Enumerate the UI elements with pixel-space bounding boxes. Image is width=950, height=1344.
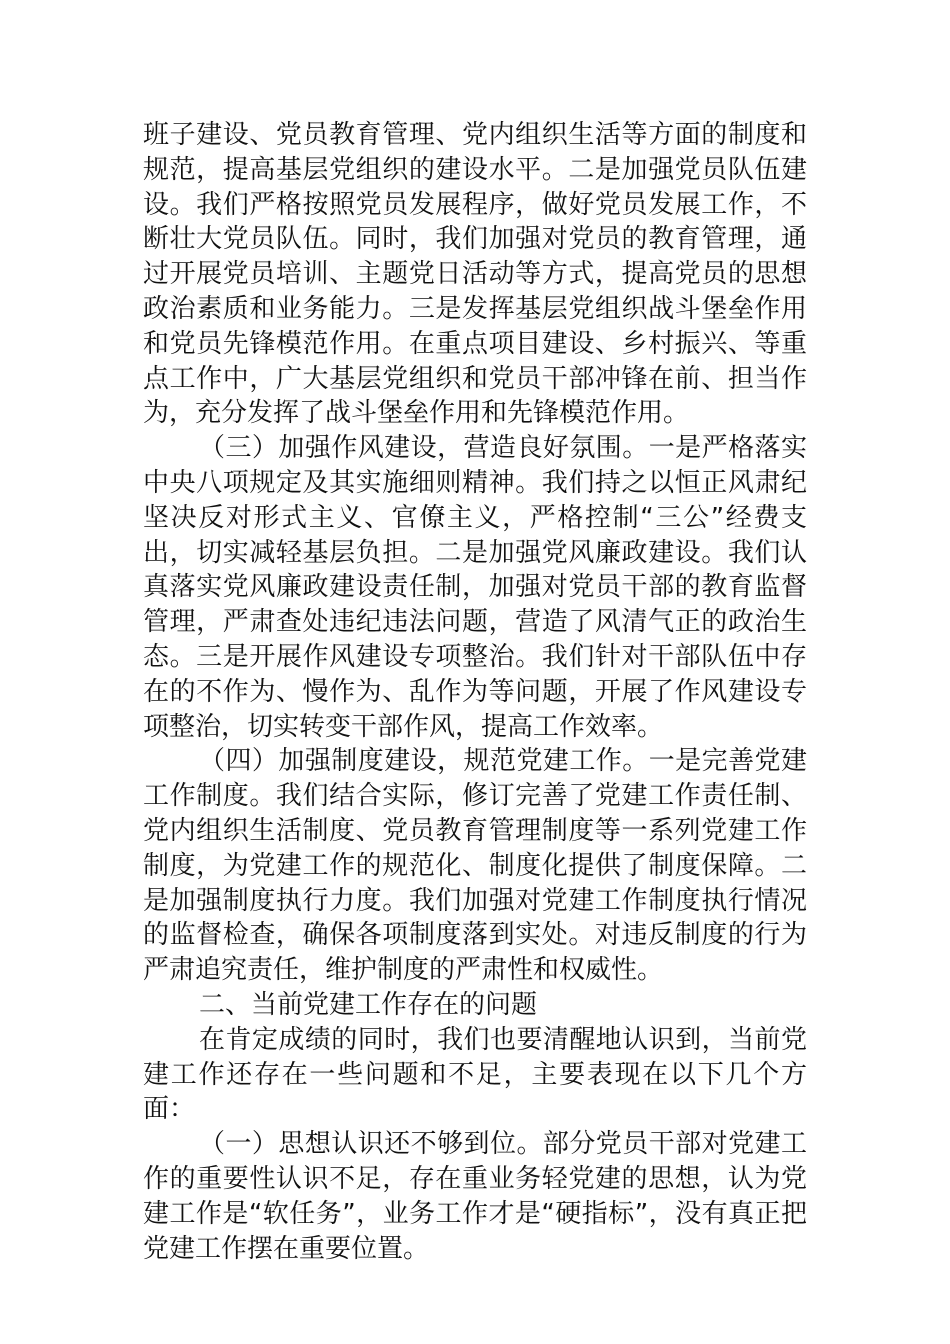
document-body: [143, 118, 807, 1266]
section-heading-problems: 二、当前党建工作存在的问题: [199, 989, 538, 1020]
paragraph-section-3: （三）加强作风建设，营造良好氛围。一是严格落实中央八项规定及其实施细则精神。我们持之以恒正风肃纪坚决反对形式主义、官僚主义，严格控制“三公”经费支出，切实减轻基层负担。二是加强党风廉政建设。我们认真落实党风廉政建设责任制，加强对党员干部的教育监督管理，严肃查处违纪违法问题，营造了风清气正的政治生态。三是开展作风建设专项整治。我们针对干部队伍中存在的不作为、慢作为、乱作为等问题，开展了作风建设专项整治，切实转变干部作风，提高工作效率。: [143, 433, 807, 742]
paragraph-section-4: （四）加强制度建设，规范党建工作。一是完善党建工作制度。我们结合实际，修订完善了党建工作责任制、党内组织生活制度、党员教育管理制度等一系列党建工作制度，为党建工作的规范化、制度化提供了制度保障。二是加强制度执行力度。我们加强对党建工作制度执行情况的监督检查，确保各项制度落到实处。对违反制度的行为严肃追究责任，维护制度的严肃性和权威性。: [143, 746, 807, 986]
paragraph-continuation: 班子建设、党员教育管理、党内组织生活等方面的制度和规范，提高基层党组织的建设水平。二是加强党员队伍建设。我们严格按照党员发展程序，做好党员发展工作，不断壮大党员队伍。同时，我们加强对党员的教育管理，通过开展党员培训、主题党日活动等方式，提高党员的思想政治素质和业务能力。三是发挥基层党组织战斗堡垒作用和党员先锋模范作用。在重点项目建设、乡村振兴、等重点工作中，广大基层党组织和党员干部冲锋在前、担当作为，充分发挥了战斗堡垒作用和先锋模范作用。: [143, 120, 807, 429]
paragraph-problems-intro: 在肯定成绩的同时，我们也要清醒地认识到，当前党建工作还存在一些问题和不足，主要表现在以下几个方面：: [143, 1024, 807, 1125]
paragraph-problem-1: （一）思想认识还不够到位。部分党员干部对党建工作的重要性认识不足，存在重业务轻党建的思想，认为党建工作是“软任务”，业务工作才是“硬指标”，没有真正把党建工作摆在重要位置。: [143, 1129, 807, 1264]
